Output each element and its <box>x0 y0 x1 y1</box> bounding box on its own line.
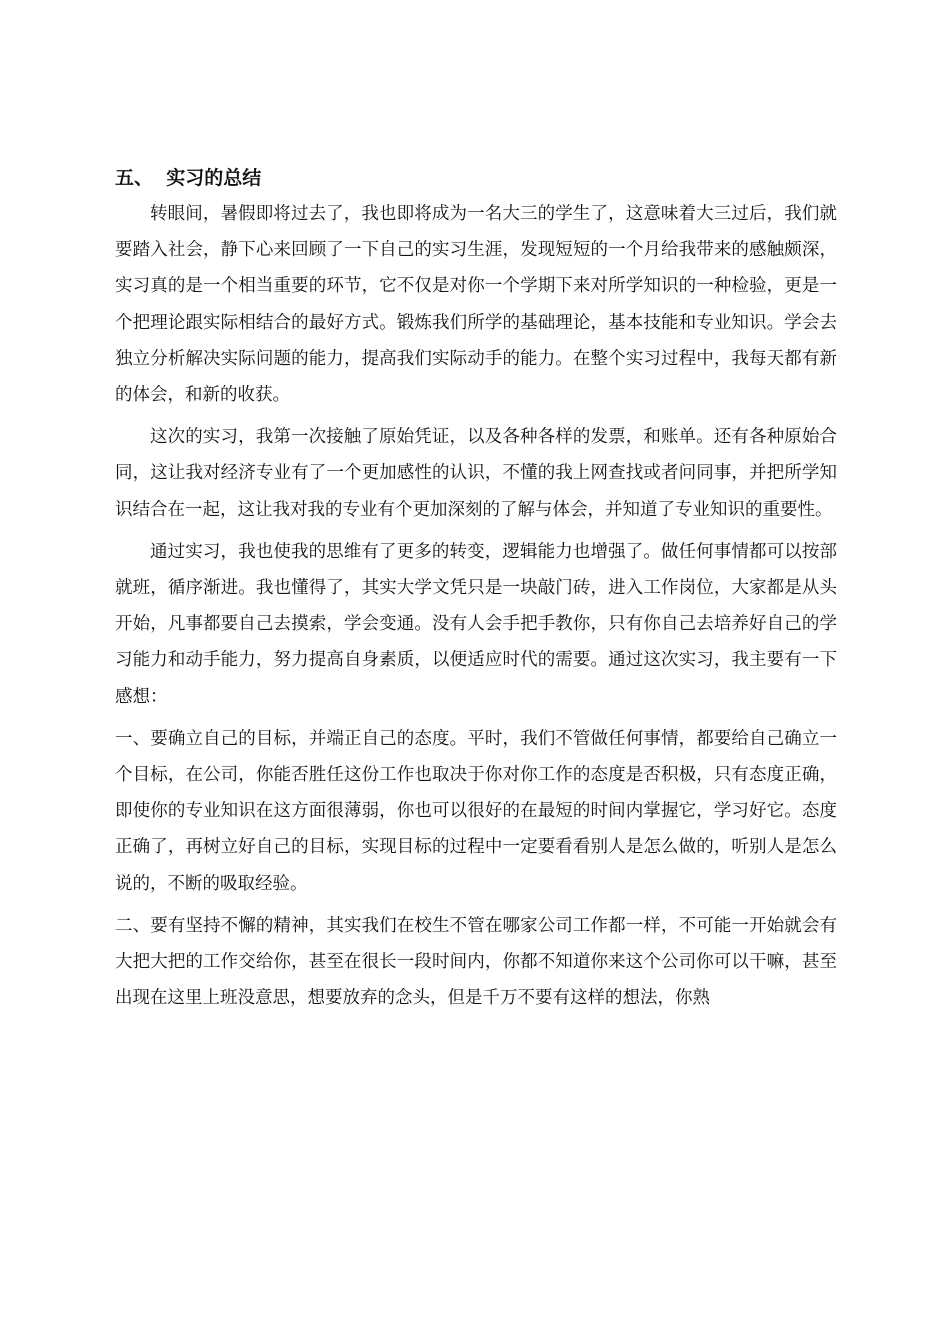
document-body <box>115 160 837 1022</box>
paragraph-point-two: 二、要有坚持不懈的精神，其实我们在校生不管在哪家公司工作都一样，不可能一开始就会有大把大把的工作交给你，甚至在很长一段时间内，你都不知道你来这个公司你可以干嘛，甚至出现在这里上班没意思，想要放弃的念头，但是千万不要有这样的想法，你熟 <box>115 915 837 1009</box>
paragraph-point-one: 一、要确立自己的目标，并端正自己的态度。平时，我们不管做任何事情，都要给自己确立一个目标，在公司，你能否胜任这份工作也取决于你对你工作的态度是否积极，只有态度正确，即使你的专业知识在这方面很薄弱，你也可以很好的在最短的时间内掌握它，学习好它。态度正确了，再树立好自己的目标，实现目标的过程中一定要看看别人是怎么做的，听别人是怎么说的，不断的吸取经验。 <box>115 728 837 894</box>
paragraph-first-contact: 这次的实习，我第一次接触了原始凭证，以及各种各样的发票，和账单。还有各种原始合同，这让我对经济专业有了一个更加感性的认识，不懂的我上网查找或者问同事，并把所学知识结合在一起，这让我对我的专业有个更加深刻的了解与体会，并知道了专业知识的重要性。 <box>115 427 837 520</box>
paragraph-summary-intro: 转眼间，暑假即将过去了，我也即将成为一名大三的学生了，这意味着大三过后，我们就要踏入社会，静下心来回顾了一下自己的实习生涯，发现短短的一个月给我带来的感触颇深，实习真的是一个相当重要的环节，它不仅是对你一个学期下来对所学知识的一种检验，更是一个把理论跟实际相结合的最好方式。锻炼我们所学的基础理论，基本技能和专业知识。学会去独立分析解决实际问题的能力，提高我们实际动手的能力。在整个实习过程中，我每天都有新的体会，和新的收获。 <box>115 204 837 406</box>
paragraph-thinking-change: 通过实习，我也使我的思维有了更多的转变，逻辑能力也增强了。做任何事情都可以按部就班，循序渐进。我也懂得了，其实大学文凭只是一块敲门砖，进入工作岗位，大家都是从头开始，凡事都要自己去摸索，学会变通。没有人会手把手教你，只有你自己去培养好自己的学习能力和动手能力，努力提高自身素质，以便适应时代的需要。通过这次实习，我主要有一下感想： <box>115 541 837 707</box>
section-heading: 五、 实习的总结 <box>115 167 262 189</box>
